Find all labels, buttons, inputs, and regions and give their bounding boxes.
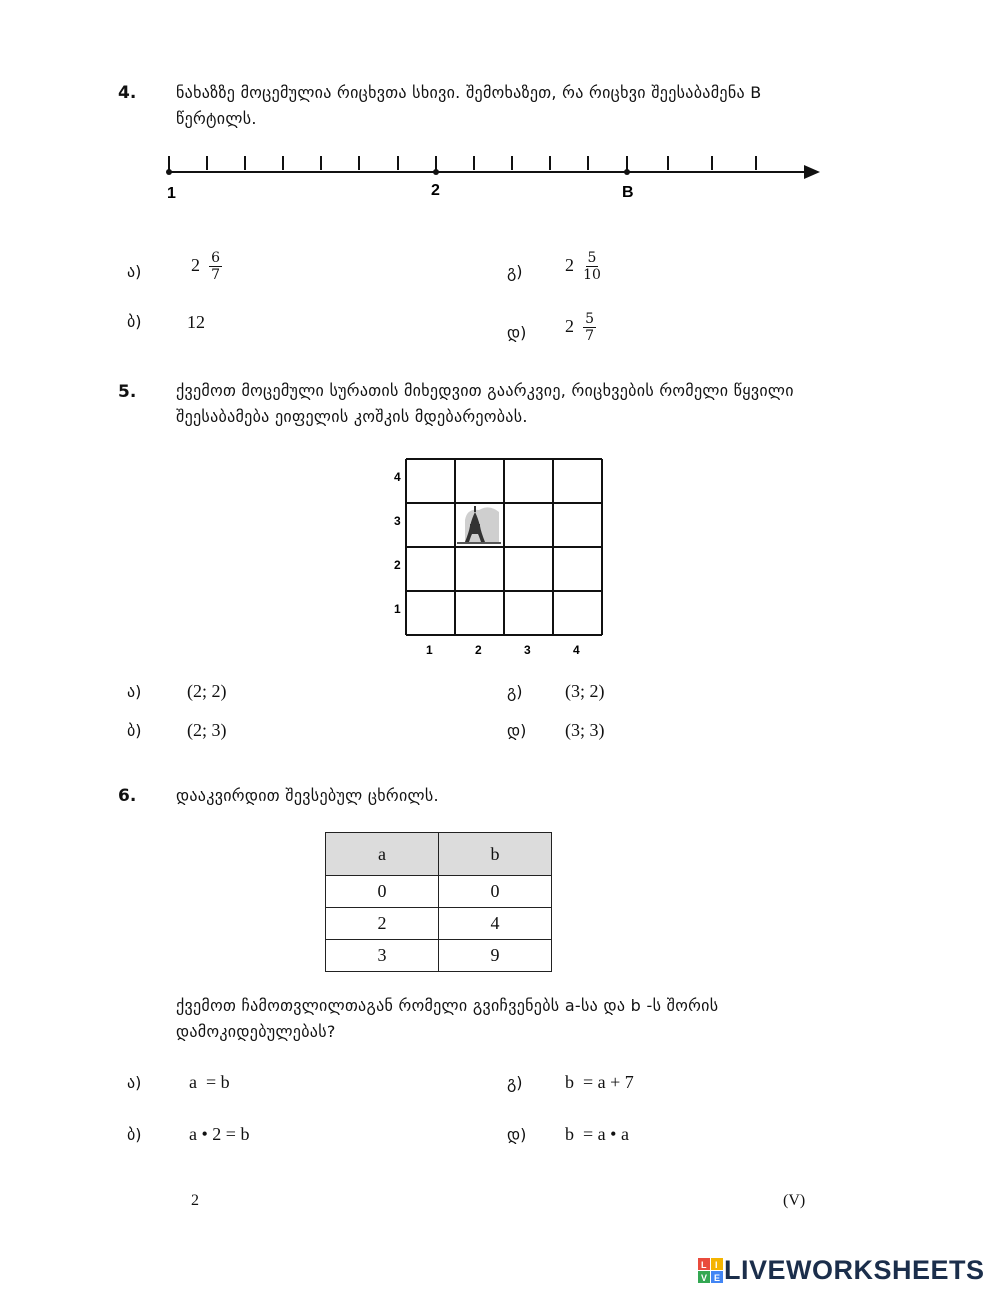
x-axis-label: 2 xyxy=(475,643,482,657)
q6-option-d[interactable] xyxy=(507,1124,629,1144)
q4-text-line1: ნახაზზე მოცემულია რიცხვთა სხივი. შემოხაზეთ, რა რიცხვი შეესაბამენა B xyxy=(176,83,762,102)
q4-option-d[interactable] xyxy=(507,311,595,344)
q4-option-b[interactable] xyxy=(127,312,205,332)
q6-question-line2: დამოკიდებულებას? xyxy=(176,1022,336,1041)
table-row xyxy=(326,908,552,940)
logo-letter-v: V xyxy=(701,1272,708,1283)
x-axis-label: 4 xyxy=(573,643,580,657)
q6-text: დააკვირდით შევსებულ ცხრილს. xyxy=(176,786,439,805)
fraction xyxy=(209,250,222,283)
option-value: b = a • a xyxy=(565,1124,629,1144)
option-letter: ბ) xyxy=(127,721,142,740)
q5-option-g[interactable] xyxy=(507,681,605,701)
q4-option-a[interactable] xyxy=(127,250,221,283)
q5-text-line1: ქვემოთ მოცემული სურათის მიხედვით გაარკვიე, რიცხვების რომელი წყვილი xyxy=(176,381,794,400)
logo-letter-e: E xyxy=(714,1272,721,1283)
liveworksheets-logo[interactable] xyxy=(698,1255,985,1286)
q5-number: 5. xyxy=(118,382,137,402)
label-mid: 2 xyxy=(431,182,440,199)
q4-number: 4. xyxy=(118,83,137,103)
point-1-dot xyxy=(166,169,172,175)
number-line-arrow xyxy=(804,165,820,179)
whole-part: 2 xyxy=(565,316,574,336)
option-value: (3; 2) xyxy=(565,681,605,701)
q6-option-b[interactable] xyxy=(127,1124,250,1144)
denominator: 7 xyxy=(211,267,221,283)
y-axis-label: 3 xyxy=(394,514,401,528)
denominator: 7 xyxy=(585,328,595,344)
table-cell: 0 xyxy=(439,876,552,908)
x-axis-labels xyxy=(426,643,580,657)
label-start: 1 xyxy=(167,185,176,202)
y-axis-label: 2 xyxy=(394,558,401,572)
q5-text xyxy=(176,378,916,430)
q6-number: 6. xyxy=(118,786,137,806)
table-cell: 0 xyxy=(326,876,439,908)
value-table xyxy=(325,832,552,972)
table-cell: 9 xyxy=(439,940,552,972)
q5-option-b[interactable] xyxy=(127,720,227,740)
logo-letter-l: L xyxy=(701,1259,707,1270)
coordinate-grid xyxy=(385,450,615,660)
option-letter: გ) xyxy=(507,1073,523,1092)
label-point-b: B xyxy=(622,184,634,201)
variant-label: (V) xyxy=(783,1192,806,1209)
option-letter: დ) xyxy=(507,721,527,740)
fraction xyxy=(583,250,601,283)
numerator: 6 xyxy=(211,250,221,266)
q6-option-g[interactable] xyxy=(507,1072,634,1092)
q6-question xyxy=(176,993,896,1045)
option-letter: ა) xyxy=(127,1073,142,1092)
x-axis-label: 1 xyxy=(426,643,433,657)
eiffel-tower-icon xyxy=(457,506,501,544)
option-value: 12 xyxy=(187,312,205,332)
table-cell: 3 xyxy=(326,940,439,972)
table-cell: 4 xyxy=(439,908,552,940)
q6-question-line1: ქვემოთ ჩამოთვლილთაგან რომელი გვიჩვენებს a-სა და b -ს შორის xyxy=(176,996,719,1015)
option-letter: ბ) xyxy=(127,312,142,331)
option-value: b = a + 7 xyxy=(565,1072,634,1092)
brand-name: LIVEWORKSHEETS xyxy=(724,1255,985,1285)
logo-letter-i: I xyxy=(715,1259,718,1270)
y-axis-label: 4 xyxy=(394,470,401,484)
y-axis-labels xyxy=(394,470,401,616)
point-2-dot xyxy=(433,169,439,175)
q4-option-g[interactable] xyxy=(507,250,601,283)
q4-text-line2: წერტილს. xyxy=(176,109,257,128)
table-cell: 2 xyxy=(326,908,439,940)
page-number: 2 xyxy=(191,1192,199,1209)
table-header-row xyxy=(326,833,552,876)
q5-option-a[interactable] xyxy=(127,681,227,701)
option-letter: ბ) xyxy=(127,1125,142,1144)
table-header-a: a xyxy=(326,833,439,876)
q5-option-d[interactable] xyxy=(507,720,605,740)
denominator: 10 xyxy=(583,267,601,283)
q6-option-a[interactable] xyxy=(127,1072,230,1092)
option-value: a = b xyxy=(189,1072,230,1092)
number-line-ticks xyxy=(169,156,756,170)
whole-part: 2 xyxy=(565,255,574,275)
point-b-dot xyxy=(624,169,630,175)
option-value: a • 2 = b xyxy=(189,1124,250,1144)
x-axis-label: 3 xyxy=(524,643,531,657)
option-value: (2; 3) xyxy=(187,720,227,740)
table-row xyxy=(326,876,552,908)
whole-part: 2 xyxy=(191,255,200,275)
fraction xyxy=(583,311,596,344)
number-line xyxy=(150,150,840,210)
q4-text xyxy=(176,80,896,132)
grid-lines xyxy=(406,459,602,635)
option-letter: ა) xyxy=(127,262,142,281)
live-logo-icon xyxy=(698,1258,724,1284)
y-axis-label: 1 xyxy=(394,602,401,616)
table-header-b: b xyxy=(439,833,552,876)
option-value: (2; 2) xyxy=(187,681,227,701)
numerator: 5 xyxy=(585,311,595,327)
option-value: (3; 3) xyxy=(565,720,605,740)
option-letter: გ) xyxy=(507,682,523,701)
option-letter: ა) xyxy=(127,682,142,701)
table-row xyxy=(326,940,552,972)
option-letter: დ) xyxy=(507,323,527,342)
option-letter: დ) xyxy=(507,1125,527,1144)
q5-text-line2: შეესაბამება ეიფელის კოშკის მდებარეობას. xyxy=(176,407,528,426)
option-letter: გ) xyxy=(507,262,523,281)
numerator: 5 xyxy=(587,250,597,266)
